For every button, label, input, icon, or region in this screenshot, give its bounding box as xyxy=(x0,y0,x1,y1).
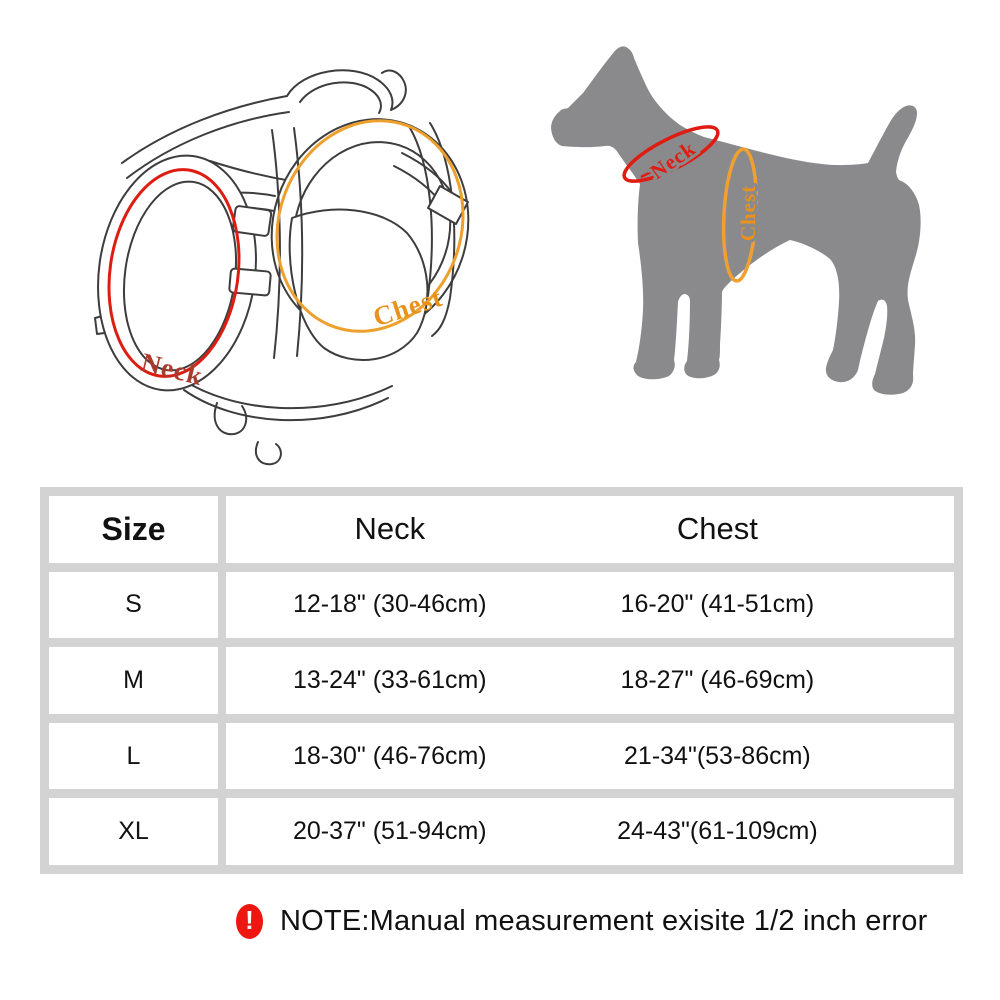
table-cell-neck-l: 18-30" (46-76cm) xyxy=(292,741,487,770)
note-line xyxy=(236,901,927,941)
dog-neck-label: Neck xyxy=(645,135,701,185)
size-table xyxy=(40,487,963,874)
exclamation-icon xyxy=(236,904,263,939)
table-header-neck: Neck xyxy=(354,511,426,547)
table-row-size-xl: XL xyxy=(49,798,218,865)
table-cell-chest-l: 21-34"(53-86cm) xyxy=(624,741,811,770)
note-text: NOTE:Manual measurement exisite 1/2 inch error xyxy=(280,904,928,937)
harness-chest-label: Chest xyxy=(369,281,447,333)
table-header-chest: Chest xyxy=(676,511,758,547)
harness-handle-loop xyxy=(382,71,406,110)
table-row xyxy=(226,647,954,714)
harness-handle-outer xyxy=(287,70,392,110)
table-row-size-s: S xyxy=(49,572,218,639)
table-cell-neck-xl: 20-37" (51-94cm) xyxy=(292,817,487,846)
table-cell-chest-m: 18-27" (46-69cm) xyxy=(620,665,815,694)
table-cell-chest-s: 16-20" (41-51cm) xyxy=(620,590,815,619)
harness-handle-inner xyxy=(300,82,381,113)
harness-chest-panel xyxy=(290,210,428,360)
dog-diagram xyxy=(528,28,962,442)
harness-neck-label: Neck xyxy=(138,346,207,392)
harness-bottom-loop xyxy=(256,442,281,464)
table-cell-neck-m: 13-24" (33-61cm) xyxy=(292,665,487,694)
table-header-measures xyxy=(226,496,954,563)
exclamation-glyph: ! xyxy=(245,905,254,935)
harness-belly-strap xyxy=(180,378,392,408)
table-row-size-l: L xyxy=(49,723,218,790)
harness-top-strap-outline xyxy=(122,96,287,163)
table-cell-neck-s: 12-18" (30-46cm) xyxy=(292,590,487,619)
table-cell-chest-xl: 24-43"(61-109cm) xyxy=(617,817,818,846)
harness-handle xyxy=(287,70,406,113)
dog-chest-label: Chest xyxy=(736,184,760,242)
table-row-size-m: M xyxy=(49,647,218,714)
table-header-size: Size xyxy=(49,496,218,563)
harness-chest-ring xyxy=(244,93,496,362)
table-row xyxy=(226,723,954,790)
table-row xyxy=(226,798,954,865)
harness-diagram xyxy=(60,66,500,470)
table-row xyxy=(226,572,954,639)
